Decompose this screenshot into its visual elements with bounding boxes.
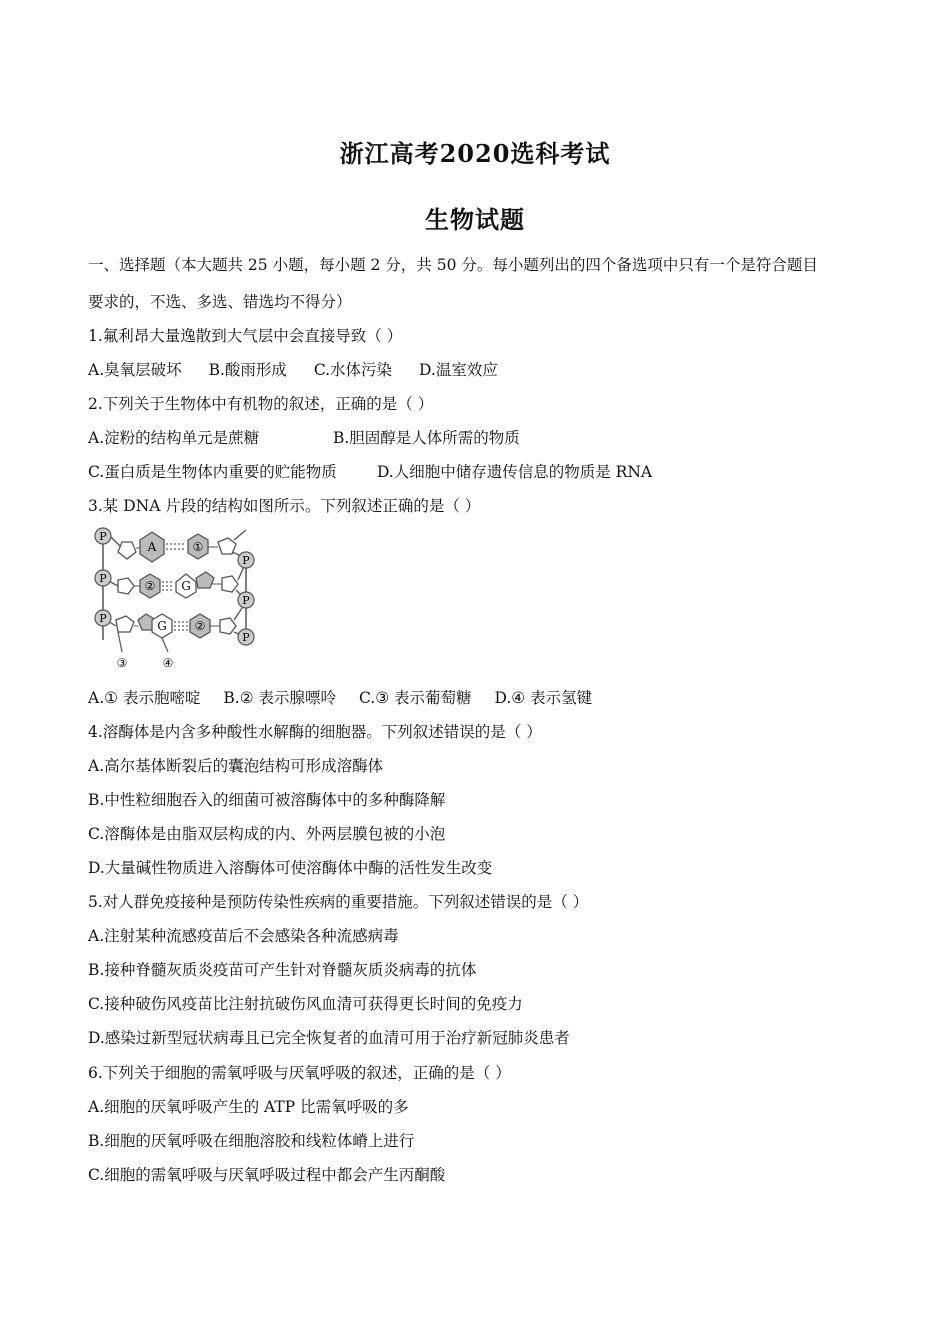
base-pair-row-2 [103, 562, 246, 600]
exam-title: 浙江高考2020选科考试 [339, 139, 611, 168]
base-pair-row-3 [103, 602, 246, 638]
mark-4-label: ④ [162, 656, 174, 670]
q1-option-b: B.酸雨形成 [208, 361, 287, 379]
section-intro-line2: 要求的，不选、多选、错选均不得分） [88, 293, 352, 311]
q5-option-d: D.感染过新型冠状病毒且已完全恢复者的血清可用于治疗新冠肺炎患者 [88, 1029, 570, 1047]
svg-text:P: P [242, 554, 250, 567]
question-2-options-row1 [88, 426, 520, 448]
q2-option-b: B.胆固醇是人体所需的物质 [332, 429, 520, 447]
q6-option-a: A.细胞的厌氧呼吸产生的 ATP 比需氧呼吸的多 [88, 1098, 409, 1116]
q4-option-a: A.高尔基体断裂后的囊泡结构可形成溶酶体 [88, 757, 384, 775]
q5-option-a: A.注射某种流感疫苗后不会感染各种流感病毒 [88, 927, 399, 945]
base-g-label: G [181, 579, 191, 593]
base-g2-label: G [157, 619, 167, 633]
exam-subtitle: 生物试题 [425, 205, 525, 234]
mark-3-label: ③ [116, 656, 128, 670]
q5-option-b: B.接种脊髓灰质炎疫苗可产生针对脊髓灰质炎病毒的抗体 [88, 961, 477, 979]
q1-option-a: A.臭氧层破坏 [88, 361, 182, 379]
q3-option-c: C.③ 表示葡萄糖 [358, 689, 472, 707]
section-intro-line1: 一、选择题（本大题共 25 小题，每小题 2 分，共 50 分。每小题列出的四个备选项中只有一个是符合题目 [88, 256, 818, 274]
question-2-stem: 2.下列关于生物体中有机物的叙述，正确的是（ ） [88, 395, 434, 413]
q3-option-a: A.① 表示胞嘧啶 [88, 689, 201, 707]
question-5-stem: 5.对人群免疫接种是预防传染性疾病的重要措施。下列叙述错误的是（ ） [88, 893, 589, 911]
q4-option-b: B.中性粒细胞吞入的细菌可被溶酶体中的多种酶降解 [88, 791, 446, 809]
q1-option-d: D.温室效应 [419, 361, 498, 379]
question-3-stem: 3.某 DNA 片段的结构如图所示。下列叙述正确的是（ ） [88, 497, 481, 515]
q6-option-c: C.细胞的需氧呼吸与厌氧呼吸过程中都会产生丙酮酸 [88, 1166, 446, 1184]
question-3-options [88, 686, 592, 708]
mark-2b-label: ② [194, 619, 206, 633]
q1-option-c: C.水体污染 [313, 361, 393, 379]
svg-text:P: P [99, 612, 107, 625]
q2-option-c: C.蛋白质是生物体内重要的贮能物质 [88, 463, 337, 481]
mark-2-label: ② [144, 579, 156, 593]
q2-option-d: D.人细胞中储存遗传信息的物质是 RNA [376, 463, 653, 481]
sugar-pentagon [118, 542, 136, 559]
question-6-stem: 6.下列关于细胞的需氧呼吸与厌氧呼吸的叙述，正确的是（ ） [88, 1064, 511, 1082]
mark-1-label: ① [192, 540, 204, 554]
svg-text:P: P [242, 594, 250, 607]
q3-option-d: D.④ 表示氢键 [494, 689, 593, 707]
question-2-options-row2 [88, 460, 652, 482]
q2-option-a: A.淀粉的结构单元是蔗糖 [88, 429, 260, 447]
question-4-stem: 4.溶酶体是内含多种酸性水解酶的细胞器。下列叙述错误的是（ ） [88, 723, 542, 741]
base-pair-row-1 [110, 530, 246, 562]
dna-structure-diagram [88, 522, 263, 674]
question-1-options [88, 358, 520, 380]
svg-text:P: P [99, 530, 107, 543]
question-1-stem: 1.氟利昂大量逸散到大气层中会直接导致（ ） [88, 327, 403, 345]
svg-text:P: P [99, 572, 107, 585]
q4-option-d: D.大量碱性物质进入溶酶体可使溶酶体中酶的活性发生改变 [88, 859, 493, 877]
q6-option-b: B.细胞的厌氧呼吸在细胞溶胶和线粒体嵴上进行 [88, 1132, 415, 1150]
base-a-label: A [147, 540, 157, 554]
q4-option-c: C.溶酶体是由脂双层构成的内、外两层膜包被的小泡 [88, 825, 446, 843]
q3-option-b: B.② 表示腺嘌呤 [223, 689, 337, 707]
svg-text:P: P [242, 631, 250, 644]
q5-option-c: C.接种破伤风疫苗比注射抗破伤风血清可获得更长时间的免疫力 [88, 995, 523, 1013]
